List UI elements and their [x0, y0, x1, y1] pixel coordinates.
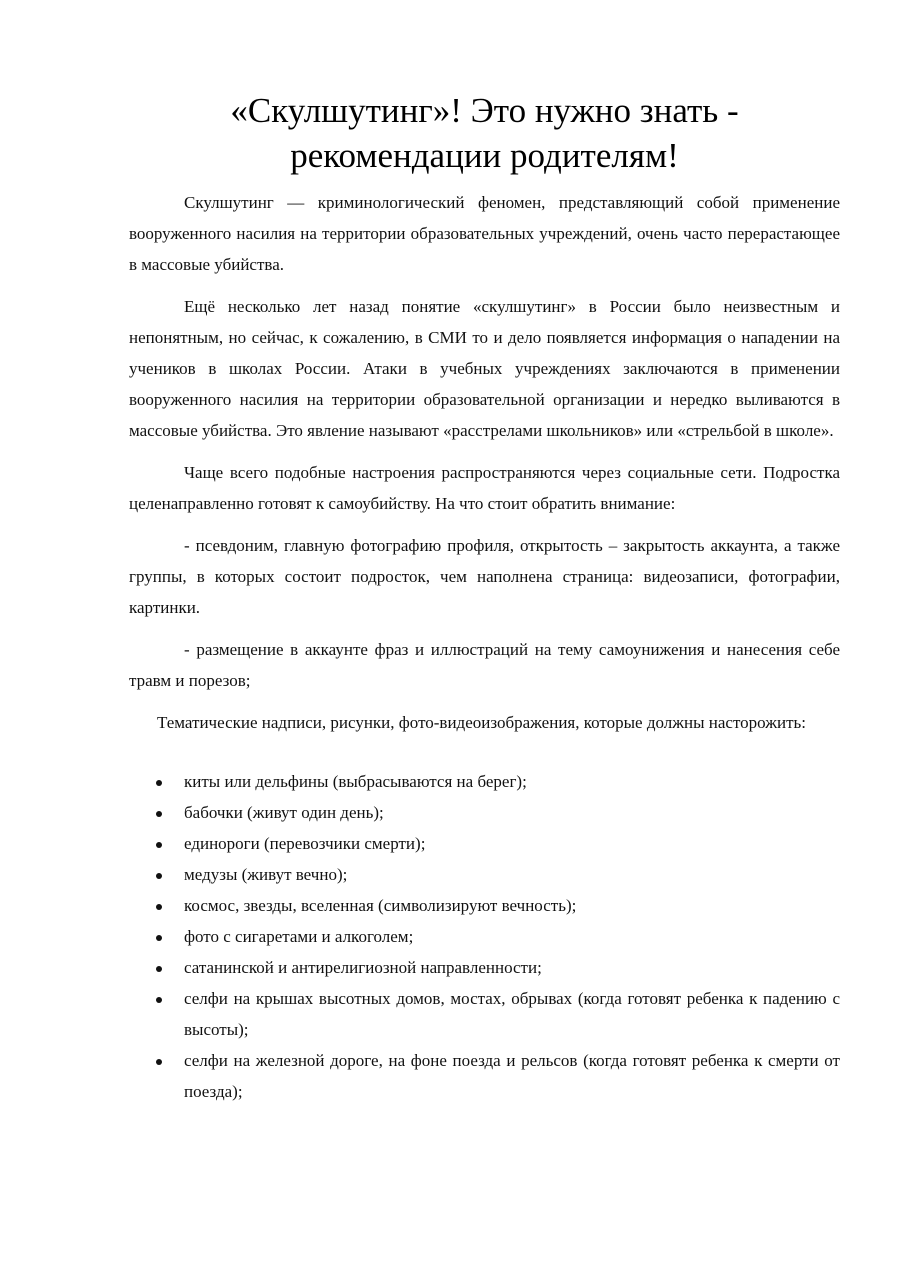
paragraph-social-networks: Чаще всего подобные настроения распространяются через социальные сети. Подростка целенаправленно готовят к самоубийству. На что стоит обратить внимание:: [129, 463, 840, 513]
list-item-text: бабочки (живут один день);: [184, 803, 384, 822]
bullet-icon: [156, 873, 162, 879]
bullet-icon: [156, 811, 162, 817]
list-item-text: медузы (живут вечно);: [184, 865, 348, 884]
list-item: [129, 921, 840, 952]
paragraph-profile-signs: - псевдоним, главную фотографию профиля, открытость – закрытость аккаунта, а также группы, в которых состоит подросток, чем наполнена страница: видеозаписи, фотографии, картинки.: [129, 536, 840, 617]
list-item-text: единороги (перевозчики смерти);: [184, 834, 426, 853]
list-intro: Тематические надписи, рисунки, фото-видеоизображения, которые должны насторожить:: [157, 713, 806, 732]
list-item-text: фото с сигаретами и алкоголем;: [184, 927, 414, 946]
list-item: [129, 952, 840, 983]
list-item-text: селфи на крышах высотных домов, мостах, обрывах (когда готовят ребенка к падению с высоты);: [184, 989, 840, 1039]
page-title: [129, 88, 840, 178]
bullet-icon: [156, 997, 162, 1003]
list-item: [129, 859, 840, 890]
list-item: [129, 983, 840, 1045]
paragraph-definition: Скулшутинг — криминологический феномен, представляющий собой применение вооруженного насилия на территории образовательных учреждений, очень часто перерастающее в массовые убийства.: [129, 193, 840, 274]
list-item: [129, 766, 840, 797]
list-item: [129, 797, 840, 828]
bullet-icon: [156, 904, 162, 910]
list-item: [129, 890, 840, 921]
list-item-text: сатанинской и антирелигиозной направленности;: [184, 958, 542, 977]
paragraph-background: Ещё несколько лет назад понятие «скулшутинг» в России было неизвестным и непонятным, но сейчас, к сожалению, в СМИ то и дело появляется информация о нападении на учеников в школах России. Атаки в учебных учреждениях заключаются в применении вооруженного насилия на территории образовательной организации и нередко выливаются в массовые убийства. Это явление называют «расстрелами школьников» или «стрельбой в школе».: [129, 297, 840, 440]
title-line-1: «Скулшутинг»! Это нужно знать -: [230, 91, 739, 130]
list-item-text: селфи на железной дороге, на фоне поезда и рельсов (когда готовят ребенка к смерти от поезда);: [184, 1051, 840, 1101]
title-line-2: рекомендации родителям!: [290, 136, 679, 175]
paragraph-self-harm-signs: - размещение в аккаунте фраз и иллюстраций на тему самоунижения и нанесения себе травм и порезов;: [129, 640, 840, 690]
document-page: [129, 88, 840, 1107]
list-item-text: киты или дельфины (выбрасываются на берег);: [184, 772, 527, 791]
list-item: [129, 828, 840, 859]
bullet-icon: [156, 1059, 162, 1065]
list-item: [129, 1045, 840, 1107]
bullet-icon: [156, 780, 162, 786]
list-item-text: космос, звезды, вселенная (символизируют вечность);: [184, 896, 577, 915]
bullet-icon: [156, 842, 162, 848]
warning-images-list: [129, 766, 840, 1107]
bullet-icon: [156, 935, 162, 941]
bullet-icon: [156, 966, 162, 972]
